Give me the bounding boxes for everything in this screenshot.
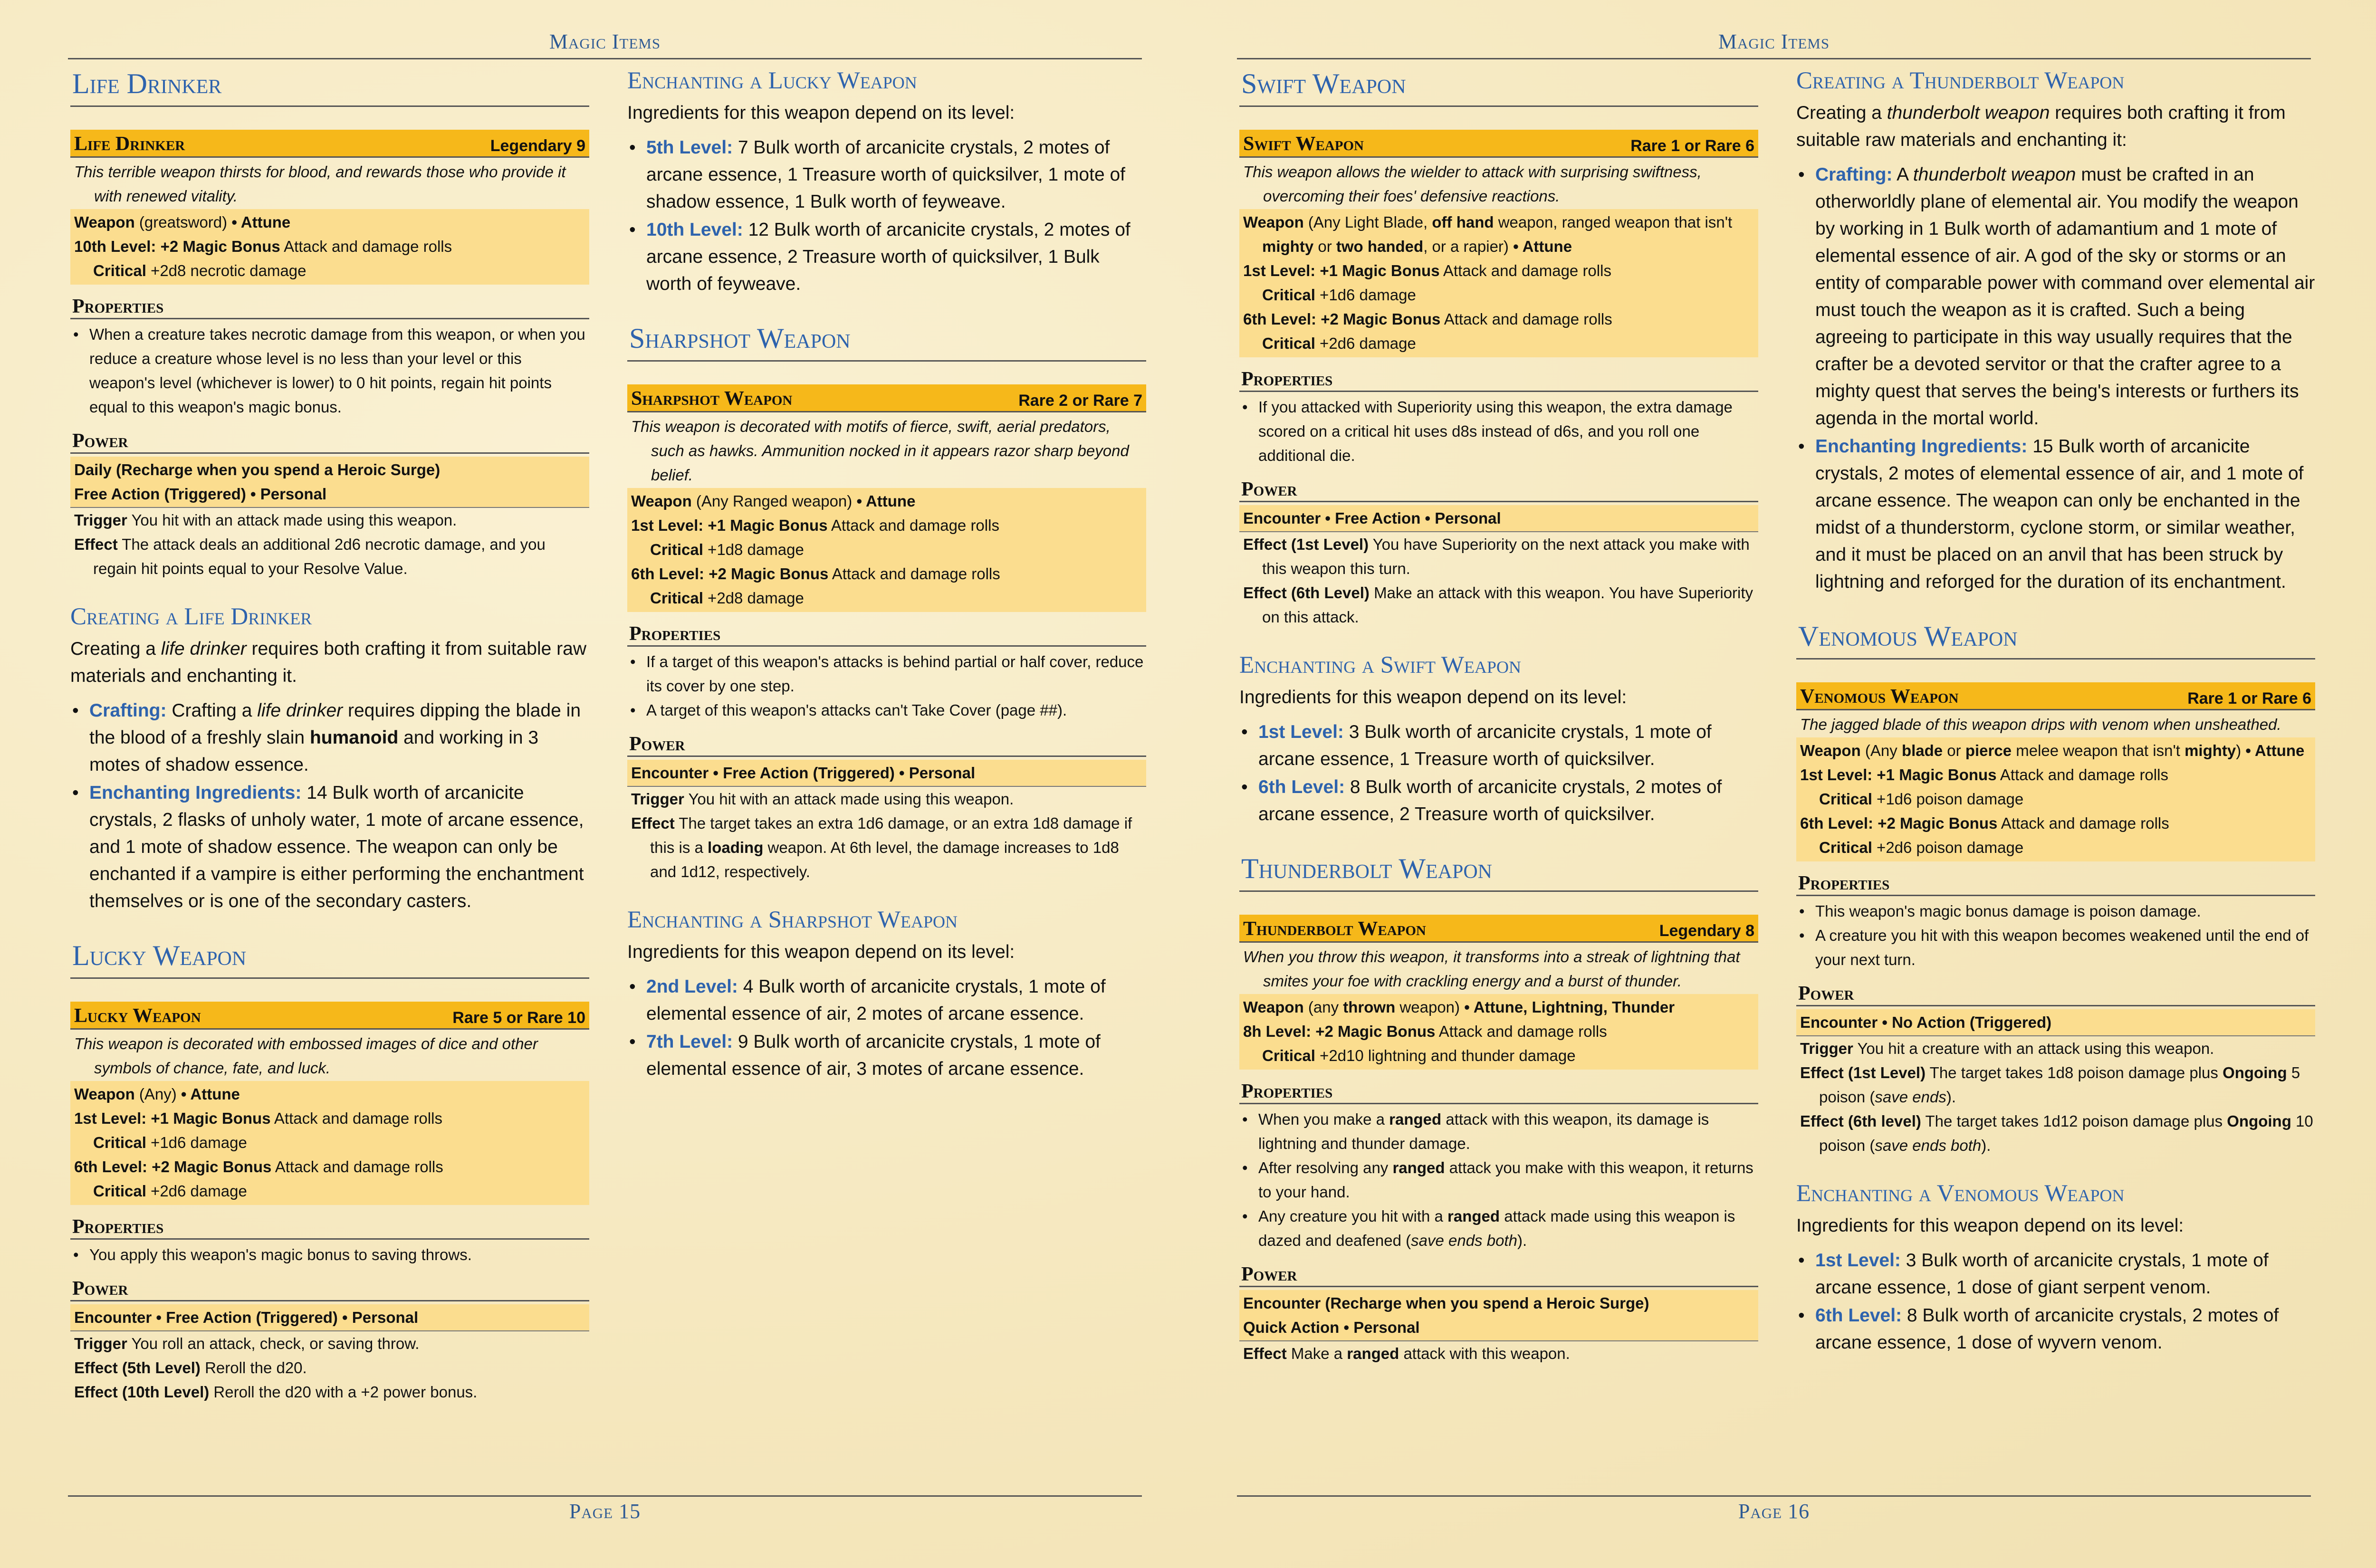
properties-heading: Properties — [70, 285, 589, 319]
page-16 — [1169, 0, 2360, 1568]
subsection-title: Enchanting a Lucky Weapon — [627, 67, 917, 94]
header-rule — [68, 58, 1142, 59]
list-item: • 10th Level: 12 Bulk worth of arcanicite crystals, 2 motes of arcane essence, 2 Treasure worth of quicksilver, 1 Bulk worth of feyweave. — [627, 216, 1146, 297]
property-item: • When you make a ranged attack with this weapon, its damage is lightning and thunder damage. — [1239, 1107, 1758, 1156]
item-name: Swift Weapon — [1243, 133, 1364, 155]
property-item: • If a target of this weapon's attacks is behind partial or half cover, reduce its cover by one step. — [627, 650, 1146, 698]
section-title-venomous: Venomous Weapon — [1796, 619, 2315, 660]
property-item: • A creature you hit with this weapon becomes weakened until the end of your next turn. — [1796, 923, 2315, 972]
header-rule — [1237, 58, 2311, 59]
list-item: • 5th Level: 7 Bulk worth of arcanicite crystals, 2 motes of arcane essence, 1 Treasure worth of quicksilver, 1 mote of shadow essence, 1 Bulk worth of feyweave. — [627, 134, 1146, 215]
item-rarity: Rare 1 or Rare 6 — [1630, 137, 1754, 155]
column-1 — [70, 67, 589, 1426]
list-item: • 1st Level: 3 Bulk worth of arcanicite crystals, 1 mote of arcane essence, 1 Treasure worth of quicksilver. — [1239, 718, 1758, 773]
power-usage: Daily (Recharge when you spend a Heroic Surge) Free Action (Triggered) • Personal — [70, 457, 589, 508]
list-item: • 6th Level: 8 Bulk worth of arcanicite crystals, 2 motes of arcane essence, 1 dose of wyvern venom. — [1796, 1302, 2315, 1356]
item-rarity: Rare 1 or Rare 6 — [2187, 689, 2311, 708]
list-item: • Enchanting Ingredients: 15 Bulk worth of arcanicite crystals, 2 motes of elemental essence of air, and 1 mote of arcane essence. The weapon can only be enchanted in the midst of a thunderstorm, cyclone storm, or similar weather, and it must be placed on an anvil that has been struck by lightning and reforged for the duration of its enchantment. — [1796, 433, 2315, 595]
section-title-thunderbolt: Thunderbolt Weapon — [1239, 851, 1758, 892]
property-item: • This weapon's magic bonus damage is poison damage. — [1796, 899, 2315, 923]
item-flavor: This terrible weapon thirsts for blood, and rewards those who provide it with renewed vitality. — [74, 163, 566, 205]
item-rarity: Legendary 8 — [1659, 922, 1754, 940]
property-item: • You apply this weapon's magic bonus to saving throws. — [70, 1243, 589, 1267]
item-rarity: Rare 2 or Rare 7 — [1018, 392, 1142, 410]
list-item: • Crafting: A thunderbolt weapon must be crafted in an otherworldly plane of elemental air. You modify the weapon by working in 1 Bulk worth of adamantium and 1 mote of elemental essence of air. A god of the sky or storms or an entity of comparable power with command over elemental air must touch the weapon as it is crafted. Such a being agreeing to participate in this way usually requires that the crafter be a devoted servitor or that the crafter agree to a mighty quest that serves the being's interests or furthers its agenda in the mortal world. — [1796, 161, 2315, 432]
list-item: • 7th Level: 9 Bulk worth of arcanicite crystals, 1 mote of elemental essence of air, 3 motes of arcane essence. — [627, 1028, 1146, 1082]
list-item: • 1st Level: 3 Bulk worth of arcanicite crystals, 1 mote of arcane essence, 1 dose of giant serpent venom. — [1796, 1247, 2315, 1301]
property-item: • If you attacked with Superiority using this weapon, the extra damage scored on a critical hit uses d8s instead of d6s, and you roll one additional die. — [1239, 395, 1758, 468]
list-item: • Crafting: Crafting a life drinker requires dipping the blade in the blood of a freshly slain humanoid and working in 3 motes of shadow essence. — [70, 697, 589, 778]
properties-list — [70, 322, 589, 419]
list-item: • 2nd Level: 4 Bulk worth of arcanicite crystals, 1 mote of elemental essence of air, 2 motes of arcane essence. — [627, 973, 1146, 1027]
property-item: • A target of this weapon's attacks can't Take Cover (page ##). — [627, 698, 1146, 722]
list-item: • 6th Level: 8 Bulk worth of arcanicite crystals, 2 motes of arcane essence, 2 Treasure worth of quicksilver. — [1239, 774, 1758, 828]
section-title-swift: Swift Weapon — [1239, 67, 1758, 107]
running-header: Magic Items — [1718, 30, 1830, 53]
property-item: • After resolving any ranged attack you make with this weapon, it returns to your hand. — [1239, 1156, 1758, 1204]
statblock-lucky-weapon: Lucky Weapon Rare 5 or Rare 10 This weapon is decorated with embossed images of dice and other symbols of chance, fate, and luck. Weapon (Any) • Attune 1st Level: +1 Magic Bonus Attack and damage rolls Critical +1d6 damage 6th Level: +2 Magic Bonus Attack and damage rolls Critical +2d6 damage Properties • You apply this weapon's magic bonus to saving throws. Power Encounter • Free Action (Triggered) • Personal Trigger You roll an attack, check, or saving throw. Effect (5th Level) Reroll the d20. Effect (10th Level) Reroll the d20 with a +2 power bonus. — [70, 1002, 589, 1404]
item-rarity: Rare 5 or Rare 10 — [452, 1009, 585, 1027]
page-number: Page 15 — [569, 1500, 641, 1523]
section-title-sharpshot: Sharpshot Weapon — [627, 321, 1146, 362]
statblock-life-drinker — [70, 130, 589, 581]
item-name: Lucky Weapon — [74, 1005, 201, 1027]
item-name: Thunderbolt Weapon — [1243, 918, 1426, 940]
critical-line: Critical +2d8 necrotic damage — [93, 262, 307, 279]
column-1: Swift Weapon Swift Weapon Rare 1 or Rare 6 This weapon allows the wielder to attack with surprising swiftness, overcoming their foes' defensive reactions. Weapon (Any Light Blade, off hand weapon, ranged weapon that isn't mighty or two handed, or a rapier) • Attune 1st Level: +1 Magic Bonus Attack and damage rolls Critical +1d6 damage 6th Level: +2 Magic Bonus Attack and damage rolls Critical +2d6 damage Properties • If you attacked with Superiority using this weapon, the extra damage scored on a critical hit uses d8s instead of d6s, and you roll one additional die. Power Encounter • Free Action • Personal Effect (1st Level) You have Superiority on the next attack you make with this weapon this turn. Effect (6th Level) Make an attack with this weapon. You have Superiority on this attack. Enchanting a Swift Weapon Ingredients for this weapon depend on its level: • 1st Level: 3 Bulk worth of arcanicite crystals, 1 mote of arcane essence, 1 Treasure worth of quicksilver. • 6th Level: 8 Bulk worth of arcanicite crystals, 2 motes of arcane essence, 2 Treasure worth of quicksilver. Thunderbolt Weapon Thunderbolt Weapon Legendary 8 When you throw this weapon, it transforms into a streak of lightning that smites your foe with crackling energy and a burst of thunder. Weapon (any thrown weapon) • Attune, Lightning, Thunder 8h Level: +2 Magic Bonus Attack and damage rolls Critical +2d10 lightning and thunder damage Properties • When you make a ranged attack with this weapon, its damage is lightning and thunder damage. • After resolving any ranged attack you make with this weapon, it returns to your hand. • Any creature you hit with a ranged attack made using this weapon is dazed and deafened (save ends both). Power Encounter (Recharge when you spend a Heroic Surge) Quick Action • Personal Effect Make a ranged attack with this weapon. — [1239, 67, 1758, 1387]
item-stats — [70, 209, 589, 285]
list-item: • Enchanting Ingredients: 14 Bulk worth of arcanicite crystals, 2 flasks of unholy water, 1 mote of arcane essence, and 1 mote of shadow essence. The weapon can only be enchanted if a vampire is either performing the enchantment themselves or is one of the secondary casters. — [70, 779, 589, 915]
item-flavor: This weapon is decorated with embossed images of dice and other symbols of chance, fate, and luck. — [74, 1035, 538, 1077]
property-item: • When a creature takes necrotic damage from this weapon, or when you reduce a creature whose level is no less than your level or this weapon's level (whichever is lower) to 0 hit points, regain hit points equal to this weapon's magic bonus. — [70, 322, 589, 419]
column-2: Creating a Thunderbolt Weapon Creating a thunderbolt weapon requires both crafting it from suitable raw materials and enchanting it: • Crafting: A thunderbolt weapon must be crafted in an otherworldly plane of elemental air. You modify the weapon by working in 1 Bulk worth of adamantium and 1 mote of elemental essence of air. A god of the sky or storms or an entity of comparable power with command over elemental air must touch the weapon as it is crafted. Such a being agreeing to participate in this way usually requires that the crafter be a devoted servitor or that the crafter agree to a mighty quest that serves the being's interests or furthers its agenda in the mortal world. • Enchanting Ingredients: 15 Bulk worth of arcanicite crystals, 2 motes of elemental essence of air, and 1 mote of arcane essence. The weapon can only be enchanted in the midst of a thunderstorm, cyclone storm, or similar weather, and it must be placed on an anvil that has been struck by lightning and reforged for the duration of its enchantment. Venomous Weapon Venomous Weapon Rare 1 or Rare 6 The jagged blade of this weapon drips with venom when unsheathed. Weapon (Any blade or pierce melee weapon that isn't mighty) • Attune 1st Level: +1 Magic Bonus Attack and damage rolls Critical +1d6 poison damage 6th Level: +2 Magic Bonus Attack and damage rolls Critical +2d6 poison damage Properties • This weapon's magic bonus damage is poison damage. • A creature you hit with this weapon becomes weakened until the end of your next turn. Power Encounter • No Action (Triggered) Trigger You hit a creature with an attack using this weapon. Effect (1st Level) The target takes 1d8 poison damage plus Ongoing 5 poison (save ends). Effect (6th level) The target takes 1d12 poison damage plus Ongoing 10 poison (save ends both). Enchanting a Venomous Weapon Ingredients for this weapon depend on its level: • 1st Level: 3 Bulk worth of arcanicite crystals, 1 mote of arcane essence, 1 dose of giant serpent venom. • 6th Level: 8 Bulk worth of arcanicite crystals, 2 motes of arcane essence, 1 dose of wyvern venom. — [1796, 67, 2315, 1361]
body-paragraph: Creating a life drinker requires both crafting it from suitable raw materials and enchanting it. — [70, 639, 586, 687]
footer-rule — [68, 1495, 1142, 1497]
subsection-title: Creating a Life Drinker — [70, 603, 312, 630]
item-name: Life Drinker — [74, 133, 185, 155]
running-header: Magic Items — [549, 30, 661, 53]
weapon-line: Weapon (greatsword) • Attune — [74, 213, 291, 231]
power-trigger: Trigger You hit with an attack made using this weapon. — [74, 511, 457, 529]
statblock-header — [70, 130, 589, 158]
power-heading: Power — [70, 419, 589, 454]
level-line: 10th Level: +2 Magic Bonus Attack and damage rolls — [74, 238, 452, 255]
item-stats: Weapon (Any) • Attune 1st Level: +1 Magic Bonus Attack and damage rolls Critical +1d6 damage 6th Level: +2 Magic Bonus Attack and damage rolls Critical +2d6 damage — [70, 1081, 589, 1205]
item-rarity: Legendary 9 — [490, 137, 585, 155]
page-number: Page 16 — [1738, 1500, 1810, 1523]
crafting-list — [70, 697, 589, 915]
item-name: Sharpshot Weapon — [631, 388, 793, 410]
properties-heading: Properties — [70, 1205, 589, 1240]
power-heading: Power — [70, 1267, 589, 1301]
statblock-thunderbolt: Thunderbolt Weapon Legendary 8 When you throw this weapon, it transforms into a streak of lightning that smites your foe with crackling energy and a burst of thunder. Weapon (any thrown weapon) • Attune, Lightning, Thunder 8h Level: +2 Magic Bonus Attack and damage rolls Critical +2d10 lightning and thunder damage Properties • When you make a ranged attack with this weapon, its damage is lightning and thunder damage. • After resolving any ranged attack you make with this weapon, it returns to your hand. • Any creature you hit with a ranged attack made using this weapon is dazed and deafened (save ends both). Power Encounter (Recharge when you spend a Heroic Surge) Quick Action • Personal Effect Make a ranged attack with this weapon. — [1239, 915, 1758, 1366]
section-title-lucky-weapon: Lucky Weapon — [70, 938, 589, 979]
statblock-sharpshot: Sharpshot Weapon Rare 2 or Rare 7 This weapon is decorated with motifs of fierce, swift, aerial predators, such as hawks. Ammunition nocked in it appears razor sharp beyond belief. Weapon (Any Ranged weapon) • Attune 1st Level: +1 Magic Bonus Attack and damage rolls Critical +1d8 damage 6th Level: +2 Magic Bonus Attack and damage rolls Critical +2d8 damage Properties • If a target of this weapon's attacks is behind partial or half cover, reduce its cover by one step. • A target of this weapon's attacks can't Take Cover (page ##). Power Encounter • Free Action (Triggered) • Personal Trigger You hit with an attack made using this weapon. Effect The target takes an extra 1d6 damage, or an extra 1d8 damage if this is a loading weapon. At 6th level, the damage increases to 1d8 and 1d12, respectively. — [627, 384, 1146, 884]
power-usage: Encounter • Free Action (Triggered) • Personal — [70, 1304, 589, 1331]
statblock-swift: Swift Weapon Rare 1 or Rare 6 This weapon allows the wielder to attack with surprising swiftness, overcoming their foes' defensive reactions. Weapon (Any Light Blade, off hand weapon, ranged weapon that isn't mighty or two handed, or a rapier) • Attune 1st Level: +1 Magic Bonus Attack and damage rolls Critical +1d6 damage 6th Level: +2 Magic Bonus Attack and damage rolls Critical +2d6 damage Properties • If you attacked with Superiority using this weapon, the extra damage scored on a critical hit uses d8s instead of d6s, and you roll one additional die. Power Encounter • Free Action • Personal Effect (1st Level) You have Superiority on the next attack you make with this weapon this turn. Effect (6th Level) Make an attack with this weapon. You have Superiority on this attack. — [1239, 130, 1758, 629]
section-title-life-drinker: Life Drinker — [70, 67, 589, 107]
item-name: Venomous Weapon — [1800, 686, 1959, 708]
statblock-venomous: Venomous Weapon Rare 1 or Rare 6 The jagged blade of this weapon drips with venom when unsheathed. Weapon (Any blade or pierce melee weapon that isn't mighty) • Attune 1st Level: +1 Magic Bonus Attack and damage rolls Critical +1d6 poison damage 6th Level: +2 Magic Bonus Attack and damage rolls Critical +2d6 poison damage Properties • This weapon's magic bonus damage is poison damage. • A creature you hit with this weapon becomes weakened until the end of your next turn. Power Encounter • No Action (Triggered) Trigger You hit a creature with an attack using this weapon. Effect (1st Level) The target takes 1d8 poison damage plus Ongoing 5 poison (save ends). Effect (6th level) The target takes 1d12 poison damage plus Ongoing 10 poison (save ends both). — [1796, 682, 2315, 1157]
statblock-header — [70, 1002, 589, 1030]
property-item: • Any creature you hit with a ranged attack made using this weapon is dazed and deafened (save ends both). — [1239, 1204, 1758, 1252]
column-2: Enchanting a Lucky Weapon Ingredients for this weapon depend on its level: • 5th Level: 7 Bulk worth of arcanicite crystals, 2 motes of arcane essence, 1 Treasure worth of quicksilver, 1 mote of shadow essence, 1 Bulk worth of feyweave. • 10th Level: 12 Bulk worth of arcanicite crystals, 2 motes of arcane essence, 2 Treasure worth of quicksilver, 1 Bulk worth of feyweave. Sharpshot Weapon Sharpshot Weapon Rare 2 or Rare 7 This weapon is decorated with motifs of fierce, swift, aerial predators, such as hawks. Ammunition nocked in it appears razor sharp beyond belief. Weapon (Any Ranged weapon) • Attune 1st Level: +1 Magic Bonus Attack and damage rolls Critical +1d8 damage 6th Level: +2 Magic Bonus Attack and damage rolls Critical +2d8 damage Properties • If a target of this weapon's attacks is behind partial or half cover, reduce its cover by one step. • A target of this weapon's attacks can't Take Cover (page ##). Power Encounter • Free Action (Triggered) • Personal Trigger You hit with an attack made using this weapon. Effect The target takes an extra 1d6 damage, or an extra 1d8 damage if this is a loading weapon. At 6th level, the damage increases to 1d8 and 1d12, respectively. Enchanting a Sharpshot Weapon Ingredients for this weapon depend on its level: • 2nd Level: 4 Bulk worth of arcanicite crystals, 1 mote of elemental essence of air, 2 motes of arcane essence. • 7th Level: 9 Bulk worth of arcanicite crystals, 1 mote of elemental essence of air, 3 motes of arcane essence. — [627, 67, 1146, 1087]
footer-rule — [1237, 1495, 2311, 1497]
power-effect: Effect The attack deals an additional 2d6 necrotic damage, and you regain hit points equal to your Resolve Value. — [74, 535, 546, 577]
